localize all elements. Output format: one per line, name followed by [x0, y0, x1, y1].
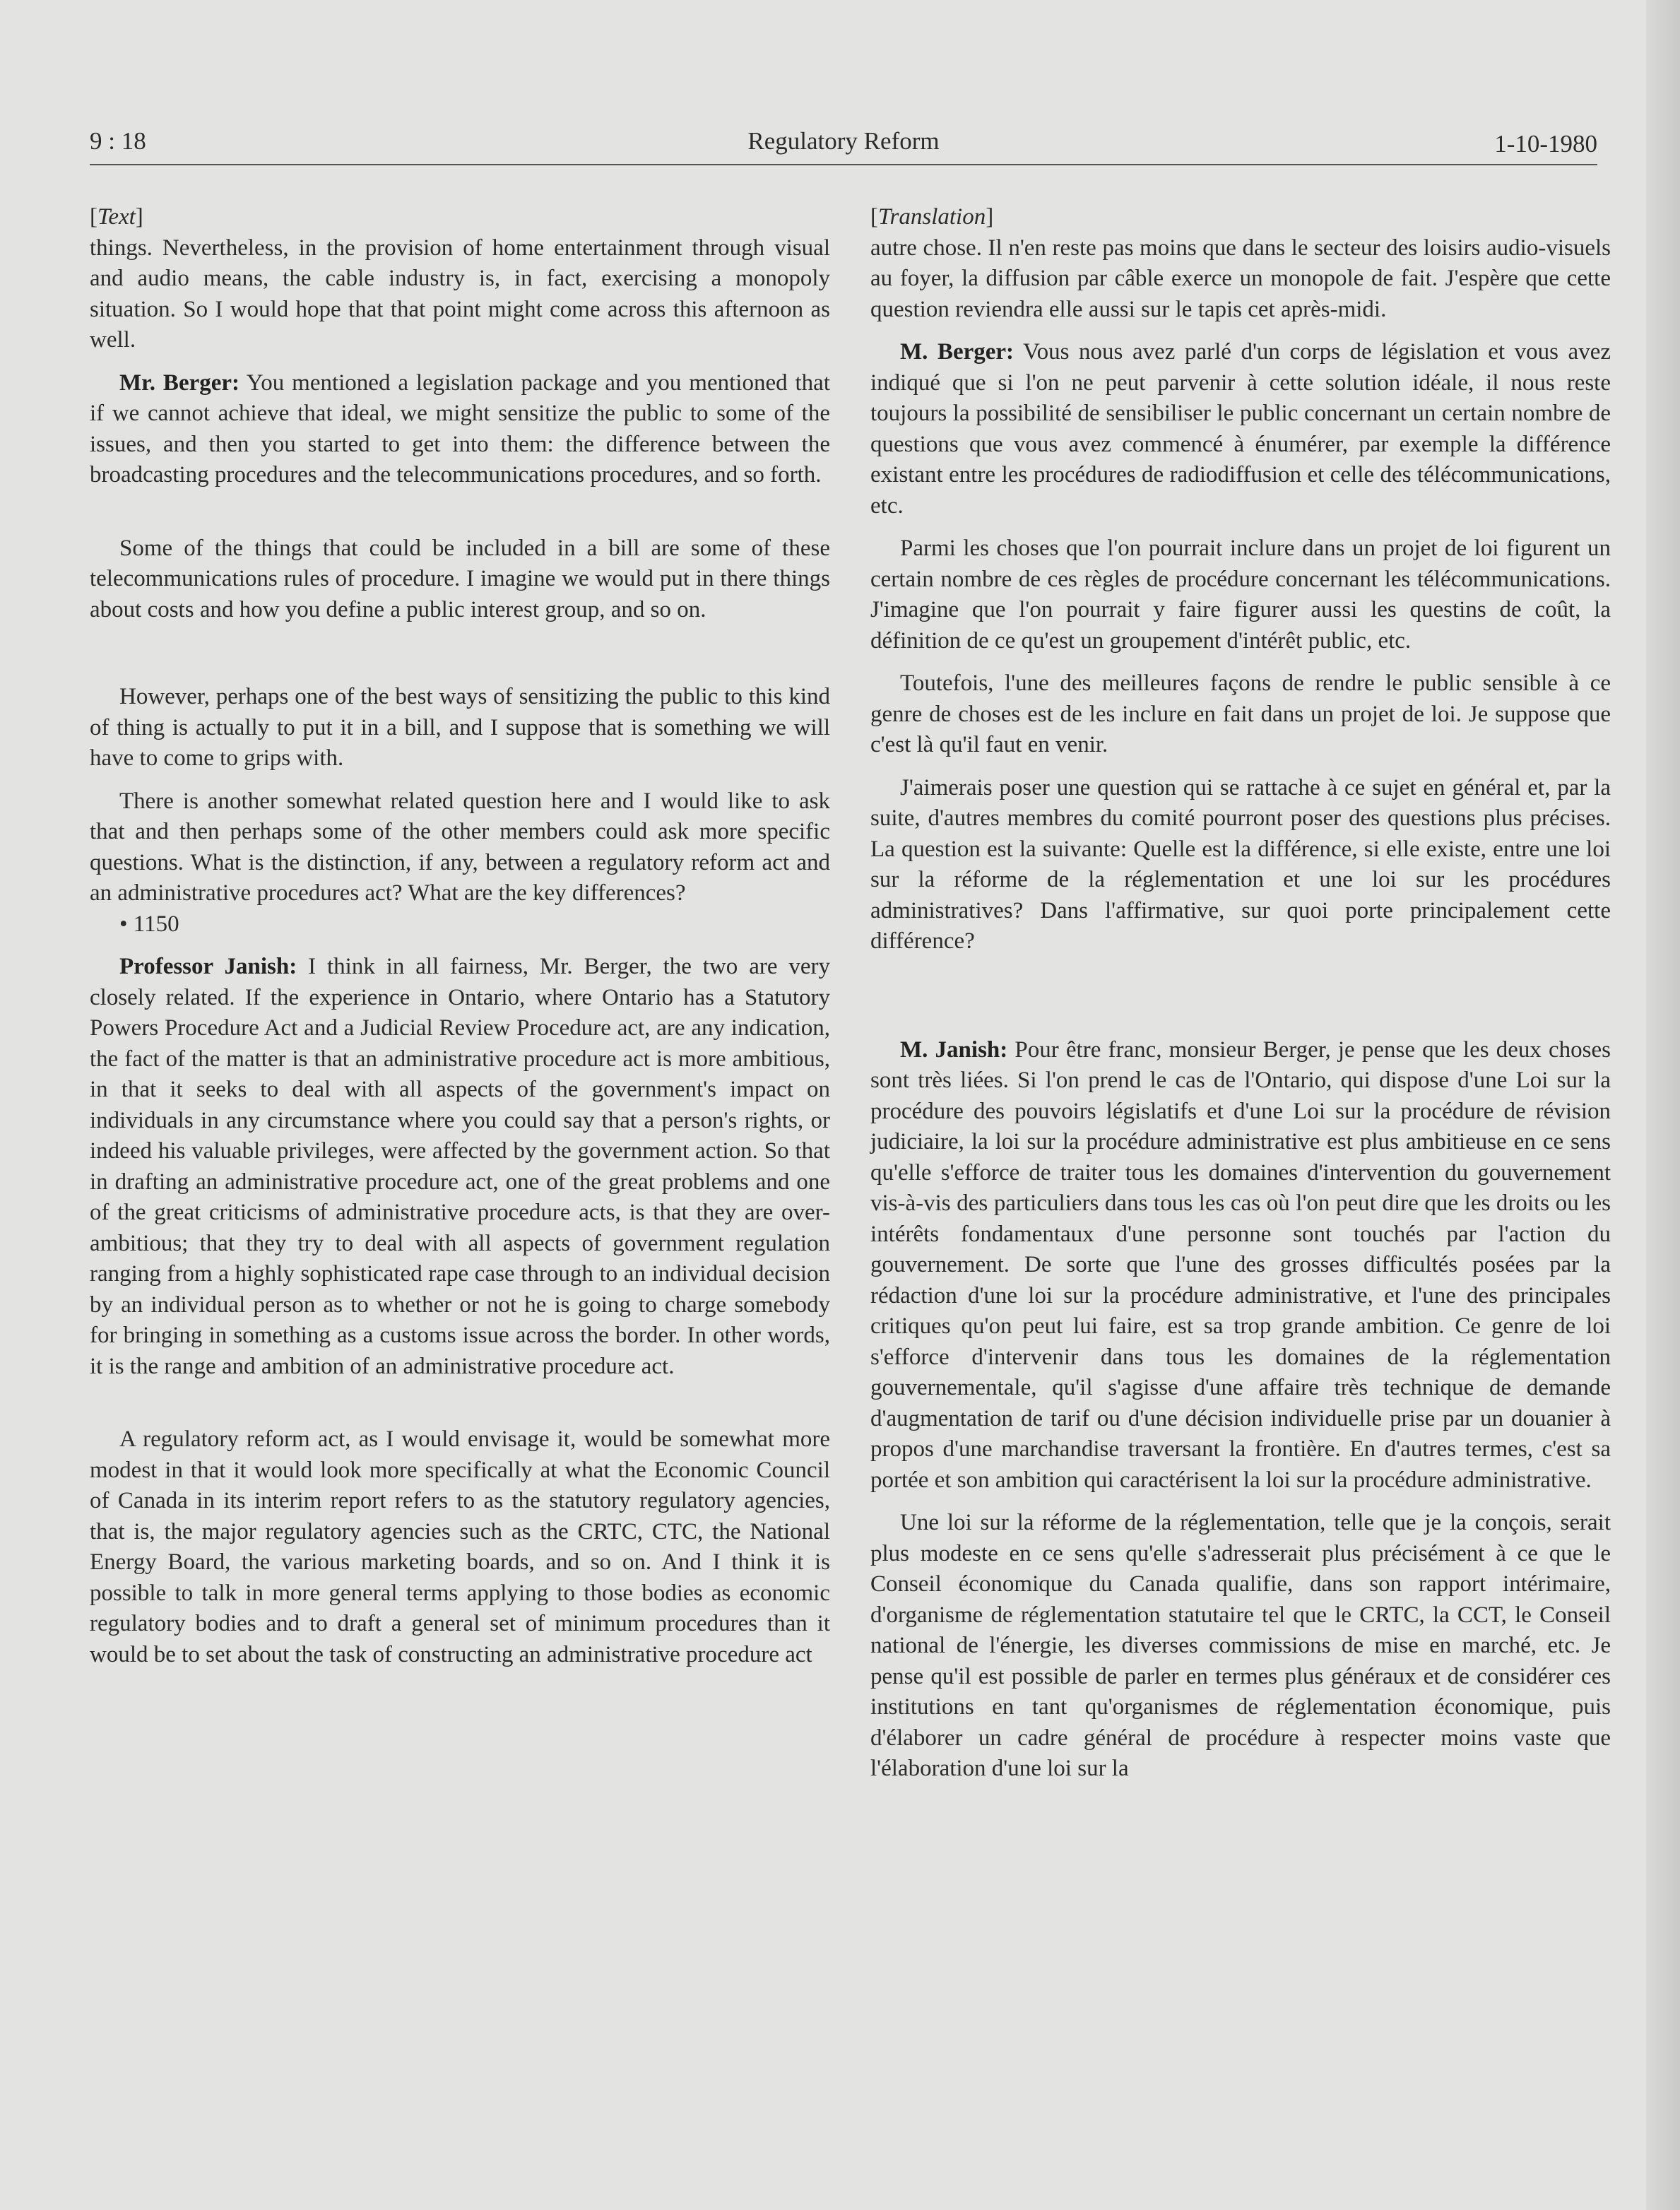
time-marker: • 1150	[119, 911, 179, 937]
paragraph-continuation: autre chose. Il n'en reste pas moins que dans le secteur des loisirs audio-visuels au foyer, la diffusion par câble exerce un monopole de fait. J'espère que cette question reviendra elle aussi sur le tapis cet après-midi.	[870, 235, 1611, 322]
speech-text: I think in all fairness, Mr. Berger, the two are very closely related. If the experience in Ontario, where Ontario has a Statutory Powers Procedure Act and a Judicial Review Procedure act, are any indication, the fact of the matter is that an administrative procedure act is more ambitious, in that it seeks to deal with all aspects of the government's impact on individuals in any circumstance where you could say that a person's rights, or indeed his valuable privileges, were affected by the government action. So that in drafting an administrative procedure act, one of the great problems and one of the great criticisms of administrative procedure acts, is that they are over-ambitious; that they try to deal with all aspects of government regulation ranging from a highly sophisticated rape case through to an individual decision by an individual person as to whether or not he is going to charge somebody for bringing in something as a customs issue across the border. In other words, it is the range and ambition of an administrative procedure act.	[90, 954, 831, 1379]
paragraph-janish	[870, 1035, 1611, 1496]
paragraph-regulatory-reform-act: Une loi sur la réforme de la réglementation, telle que je la conçois, serait plus modeste en ce sens qu'elle s'adresserait plus précisément à ce que le Conseil économique du Canada qualifie, dans son rapport intérimaire, d'organisme de réglementation statutaire tel que le CRTC, la CCT, le Conseil national de l'énergie, les diverses commissions de mise en marché, etc. Je pense qu'il est possible de parler en termes plus généraux et de considérer ces institutions en tant qu'organismes de réglementation économique, puis d'élaborer un cadre général de procédure à respecter moins vaste que l'élaboration d'une loi sur la	[870, 1510, 1611, 1781]
paragraph-sensitizing: Toutefois, l'une des meilleures façons de rendre le public sensible à ce genre de choses est de les inclure en fait dans un projet de loi. Je suppose que c'est là qu'il faut en venir.	[870, 670, 1611, 757]
paragraph-berger	[870, 337, 1611, 521]
label-text: Translation	[878, 204, 986, 230]
page-edge-shadow	[1646, 0, 1680, 2210]
paragraph-regulatory-reform-act: A regulatory reform act, as I would envisage it, would be somewhat more modest in that it would look more specifically at what the Economic Council of Canada in its interim report refers to as the statutory regulatory agencies, that is, the major regulatory agencies such as the CRTC, CTC, the National Energy Board, the various marketing boards, and so on. And I think it is possible to talk in more general terms applying to those bodies as economic regulatory bodies and to draft a general set of minimum procedures than it would be to set about the task of constructing an administrative procedure act	[90, 1426, 830, 1667]
speaker-name: M. Janish:	[900, 1036, 1008, 1063]
paragraph-question: There is another somewhat related question here and I would like to ask that and then perhaps some of the other members could ask more specific questions. What is the distinction, if any, between a regulatory reform act and an administrative procedures act? What are the key differences?	[90, 788, 830, 906]
section-label-text: [Text]	[90, 204, 143, 230]
speaker-name: Professor Janish:	[119, 954, 297, 979]
running-title: Regulatory Reform	[747, 127, 940, 155]
french-column	[870, 202, 1611, 1785]
speech-text: Vous nous avez parlé d'un corps de législation et vous avez indiqué que si l'on ne peut parvenir à cette solution idéale, il nous reste toujours la possibilité de sensibiliser le public concernant un certain nombre de questions que vous avez commencé à énumérer, par exemple la différence existant entre les procédures de radiodiffusion et celle des télécommunications, etc.	[870, 339, 1611, 519]
paragraph-berger	[90, 368, 830, 491]
english-column	[90, 202, 830, 1670]
speaker-name: Mr. Berger:	[119, 370, 240, 396]
paragraph-bill-contents: Parmi les choses que l'on pourrait inclure dans un projet de loi figurent un certain nombre de ces règles de procédure concernant les télécommunications. J'imagine que l'on pourrait y faire figurer aussi les questins de coût, la définition de ce qu'est un groupement d'intérêt public, etc.	[870, 536, 1611, 654]
page-header	[90, 124, 1597, 165]
speaker-name: M. Berger:	[900, 339, 1014, 365]
paragraph-janish	[90, 952, 830, 1382]
paragraph-bill-contents: Some of the things that could be included in a bill are some of these telecommunications rules of procedure. I imagine we would put in there things about costs and how you define a public interest group, and so on.	[90, 535, 830, 622]
paragraph-sensitizing: However, perhaps one of the best ways of sensitizing the public to this kind of thing is actually to put it in a bill, and I suppose that is something we will have to come to grips with.	[90, 684, 830, 771]
speech-text: Pour être franc, monsieur Berger, je pense que les deux choses sont très liées. Si l'on prend le cas de l'Ontario, qui dispose d'une Loi sur la procédure des pouvoirs législatifs et d'une Loi sur la procédure de révision judiciaire, la loi sur la procédure administrative est plus ambitieuse en ce sens qu'elle s'efforce de traiter tous les domaines d'intervention du gouvernement vis-à-vis des particuliers dans tous les cas où l'on peut dire que les droits ou les intérêts fondamentaux d'une personne sont touchés par l'action du gouvernement. De sorte que l'une des grosses difficultés posées par la rédaction d'une loi sur la procédure administrative, et l'une des principales critiques qu'on peut lui faire, est sa trop grande ambition. Ce genre de loi s'efforce d'intervenir dans tous les domaines de la réglementation gouvernementale, qu'il s'agisse d'une affaire très technique de demande d'augmentation de tarif ou d'une décision individuelle prise par un douanier à propos d'une marchandise traversant la frontière. En d'autres termes, c'est sa portée et son ambition qui caractérisent la loi sur la procédure administrative.	[870, 1036, 1611, 1493]
speech-text: You mentioned a legislation package and you mentioned that if we cannot achieve that ideal, we might sensitize the public to some of the issues, and then you started to get into them: the difference between the broadcasting procedures and the telecommunications procedures, and so forth.	[90, 370, 830, 488]
paragraph-continuation: things. Nevertheless, in the provision of home entertainment through visual and audio means, the cable industry is, in fact, exercising a monopoly situation. So I would hope that that point might come across this afternoon as well.	[90, 235, 830, 353]
paragraph-question: J'aimerais poser une question qui se rattache à ce sujet en général et, par la suite, d'autres membres du comité pourront poser des questions plus précises. La question est la suivante: Quelle est la différence, si elle existe, entre une loi sur la réforme de la réglementation et une loi sur les procédures administratives? Dans l'affirmative, sur quoi porte principalement cette différence?	[870, 774, 1611, 954]
page-number: 9 : 18	[90, 127, 146, 155]
label-text: Text	[97, 204, 136, 230]
header-date: 1-10-1980	[1494, 130, 1597, 158]
section-label-translation: [Translation]	[870, 204, 994, 230]
